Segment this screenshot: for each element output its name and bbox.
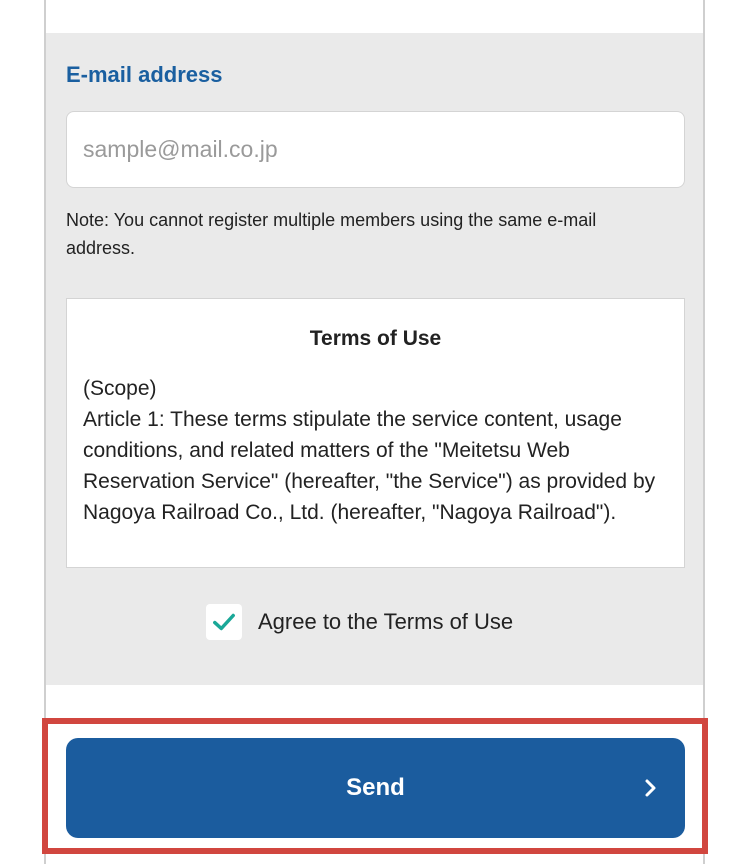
agree-label: Agree to the Terms of Use	[258, 609, 514, 634]
terms-title: Terms of Use	[309, 327, 442, 350]
email-note: Note: You cannot register multiple members using the same e-mail address.	[66, 210, 597, 258]
terms-body	[83, 373, 679, 528]
agree-checkbox[interactable]	[206, 604, 242, 640]
terms-scope-heading: (Scope)	[83, 377, 157, 400]
email-label: E-mail address	[66, 62, 223, 87]
agree-row[interactable]	[206, 604, 513, 640]
email-field[interactable]	[66, 111, 685, 188]
check-icon	[211, 609, 237, 635]
terms-scroll-area[interactable]	[67, 299, 684, 567]
send-button[interactable]	[66, 738, 685, 838]
chevron-right-icon	[641, 778, 661, 798]
terms-box[interactable]	[66, 298, 685, 568]
terms-article-1: Article 1: These terms stipulate the service content, usage conditions, and related matters of the "Meitetsu Web Reservation Service" (hereafter, "the Service") as provided by Nagoya Railroad Co., Ltd. (hereafter, "Nagoya Railroad").	[83, 408, 656, 524]
send-button-label: Send	[346, 774, 405, 801]
